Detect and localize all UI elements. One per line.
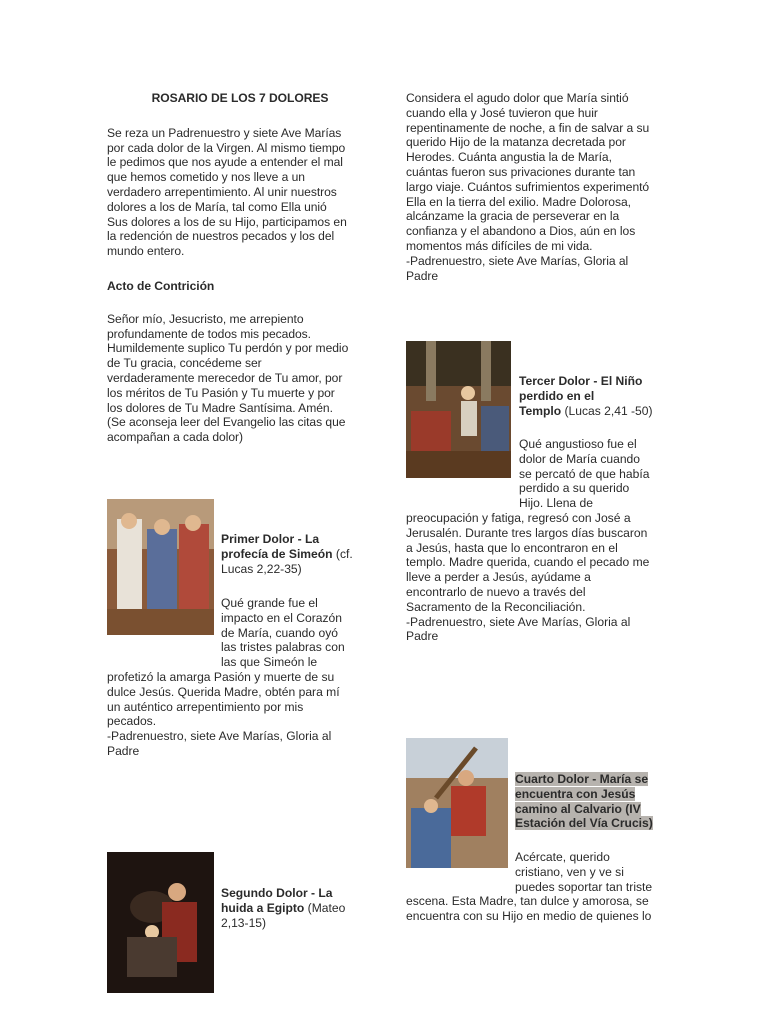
contrition-paragraph: Señor mío, Jesucristo, me arrepiento profundamente de todos mis pecados. Humildemente suplico Tu perdón y por medio de Tu gracia, concédeme ser verdaderamente merecedor de Tu amor, por los méritos de Tu Pasión y Tu muerte y por los dolores de Tu Madre Santísima. Amén. (Se aconseja leer del Evangelio las citas que acompañan a cada dolor) — [107, 311, 349, 445]
dolor4-side-text: Acércate, querido cristiano, ven y ve si puedes soportar tan triste — [515, 850, 653, 894]
meeting-on-calvary-painting — [406, 738, 508, 868]
dolor2-ref-inline: (Mateo — [304, 900, 346, 915]
dolor2-title: Segundo Dolor - La huida a Egipto — [221, 886, 333, 915]
dolor3-title: Tercer Dolor - El Niño perdido en el Templo — [519, 374, 643, 418]
dolor1-side-text: Qué grande fue el impacto en el Corazón de María, cuando oyó las tristes palabras con las que Simeón le — [221, 596, 345, 670]
contrition-heading: Acto de Contrición — [107, 278, 215, 293]
dolor3-ref: (Lucas 2,41 -50) — [561, 403, 653, 418]
intro-paragraph: Se reza un Padrenuestro y siete Ave Marías por cada dolor de la Virgen. Al mismo tiempo le pedimos que nos ayude a entender el mal que hemos cometido y nos lleve a un verdadero arrepentimiento. Al unir nuestros dolores a los de María, tal como Ella unió Sus dolores a los de su Hijo, participamos en la redención de nuestros pecados y los del mundo entero. — [107, 125, 347, 259]
dolor1-title: Primer Dolor - La profecía de Simeón — [221, 532, 333, 561]
dolor3-side-text: Qué angustioso fue el dolor de María cuando se percató de que había perdido a su querido Hijo. Llena de — [519, 437, 650, 511]
dolor2-heading — [221, 886, 366, 930]
dolor1-ref: Lucas 2,22-35) — [221, 561, 302, 576]
finding-in-temple-painting — [406, 341, 511, 478]
dolor4-title — [515, 772, 665, 831]
flight-to-egypt-painting — [107, 852, 214, 993]
dolor4-title-highlight: Cuarto Dolor - María se encuentra con Jesús camino al Calvario (IV Estación del Vía Crucis) — [515, 772, 653, 831]
dolor3-text: preocupación y fatiga, regresó con José a Jerusalén. Durante tres largos días buscaron a Jesús, hasta que lo encontraron en el templo. Madre querida, cuando el pecado me lleve a perder a Jesús, ayúdame a encontrarlo de nuevo a través del Sacramento de la Reconciliación. -Padrenuestro, siete Ave Marías, Gloria al Padre — [406, 511, 650, 644]
dolor1-ref-inline: (cf. — [332, 546, 353, 561]
presentation-painting — [107, 499, 214, 635]
dolor2-ref: 2,13-15) — [221, 915, 267, 930]
dolor2-text: Considera el agudo dolor que María sintió cuando ella y José tuvieron que huir repentinamente de noche, a fin de salvar a su querido Hijo de la matanza decretada por Herodes. Cuánta angustia la de María, cuántas fueron sus privaciones durante tan largo viaje. Cuántos sufrimientos experimentó Ella en la tierra del exilio. Madre Dolorosa, alcánzame la gracia de perseverar en la confianza y el abandono a Dios, aún en los momentos más difíciles de mi vida. -Padrenuestro, siete Ave Marías, Gloria al Padre — [406, 91, 650, 283]
left-column — [107, 91, 363, 445]
dolor3-heading — [519, 374, 669, 418]
dolor4-text: escena. Esta Madre, tan dulce y amorosa, se encuentra con su Hijo en medio de quienes lo — [406, 894, 652, 923]
page-title: ROSARIO DE LOS 7 DOLORES — [151, 91, 329, 105]
dolor1-heading — [221, 532, 366, 576]
dolor1-text: profetizó la amarga Pasión y muerte de su dulce Jesús. Querida Madre, obtén para mí un auténtico arrepentimiento por mis pecados. -Padrenuestro, siete Ave Marías, Gloria al Padre — [107, 670, 340, 758]
